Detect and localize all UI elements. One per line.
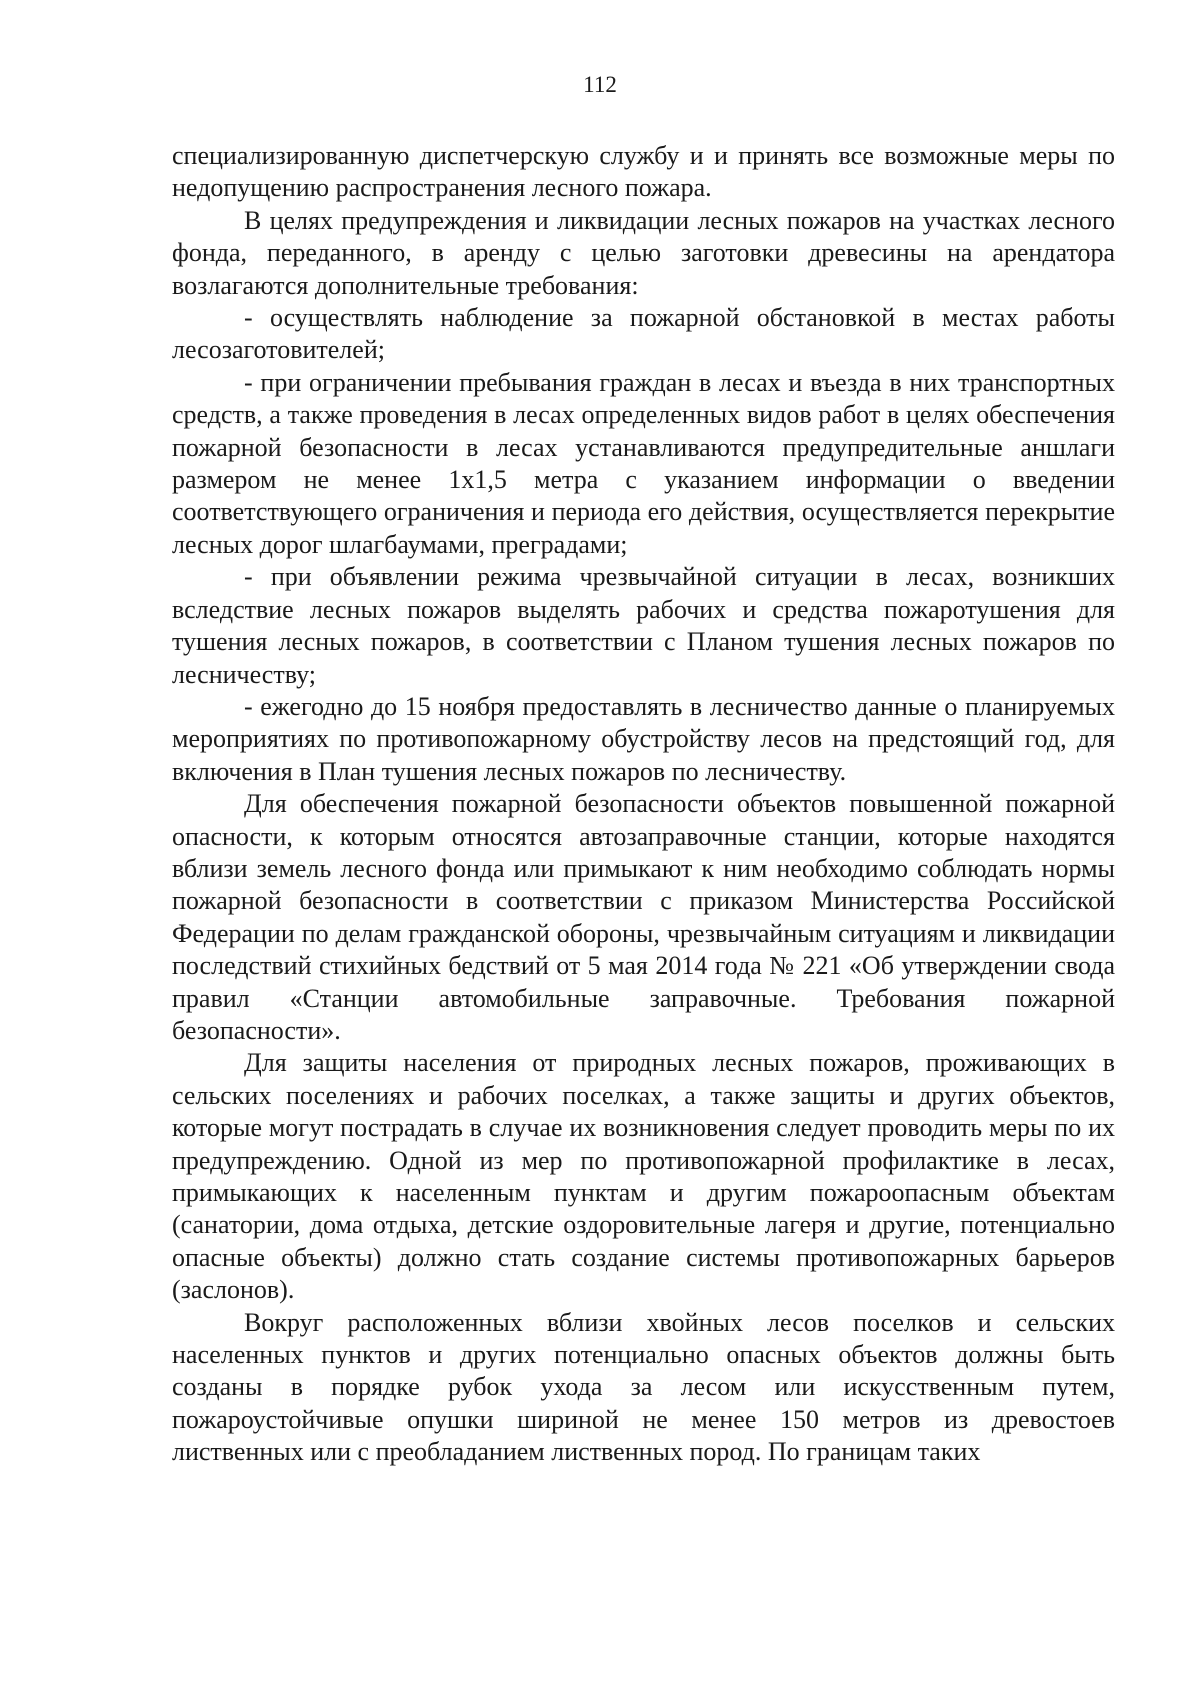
document-body <box>172 140 1115 1469</box>
page-number: 112 <box>583 72 617 97</box>
list-item-fire-monitoring: - осуществлять наблюдение за пожарной обстановкой в местах работы лесозаготовителей; <box>172 303 1115 365</box>
list-item-emergency-resources: - при объявлении режима чрезвычайной ситуации в лесах, возникших вследствие лесных пожаров выделять рабочих и средства пожаротушения для тушения лесных пожаров, в соответствии с Планом тушения лесных пожаров по лесничеству; <box>172 562 1115 689</box>
paragraph-fuel-stations: Для обеспечения пожарной безопасности объектов повышенной пожарной опасности, к которым относятся автозаправочные станции, которые находятся вблизи земель лесного фонда или примыкают к ним необходимо соблюдать нормы пожарной безопасности в соответствии с приказом Министерства Российской Федерации по делам гражданской обороны, чрезвычайным ситуациям и ликвидации последствий стихийных бедствий от 5 мая 2014 года № 221 «Об утверждении свода правил «Станции автомобильные заправочные. Требования пожарной безопасности». <box>172 789 1115 1045</box>
paragraph-fire-resistant-edges: Вокруг расположенных вблизи хвойных лесов поселков и сельских населенных пунктов и других потенциально опасных объектов должны быть созданы в порядке рубок ухода за лесом или искусственным путем, пожароустойчивые опушки шириной не менее 150 метров из древостоев лиственных или с преобладанием лиственных пород. По границам таких <box>172 1307 1115 1467</box>
list-item-annual-reporting: - ежегодно до 15 ноября предоставлять в лесничество данные о планируемых мероприятиях по противопожарному обустройству лесов на предстоящий год, для включения в План тушения лесных пожаров по лесничеству. <box>172 691 1115 786</box>
list-item-access-restriction: - при ограничении пребывания граждан в лесах и въезда в них транспортных средств, а также проведения в лесах определенных видов работ в целях обеспечения пожарной безопасности в лесах устанавливаются предупредительные аншлаги размером не менее 1х1,5 метра с указанием информации о введении соответствующего ограничения и периода его действия, осуществляется перекрытие лесных дорог шлагбаумами, преградами; <box>172 367 1115 559</box>
paragraph-requirements-intro: В целях предупреждения и ликвидации лесных пожаров на участках лесного фонда, переданного, в аренду с целью заготовки древесины на арендатора возлагаются дополнительные требования: <box>172 205 1115 300</box>
paragraph-population-protection: Для защиты населения от природных лесных пожаров, проживающих в сельских поселениях и рабочих поселках, а также защиты и других объектов, которые могут пострадать в случае их возникновения следует проводить меры по их предупреждению. Одной из мер по противопожарной профилактике в лесах, примыкающих к населенным пунктам и другим пожароопасным объектам (санатории, дома отдыха, детские оздоровительные лагеря и другие, потенциально опасные объекты) должно стать создание системы противопожарных барьеров (заслонов). <box>172 1048 1115 1305</box>
paragraph-continuation: специализированную диспетчерскую службу и и принять все возможные меры по недопущению распространения лесного пожара. <box>172 141 1115 203</box>
